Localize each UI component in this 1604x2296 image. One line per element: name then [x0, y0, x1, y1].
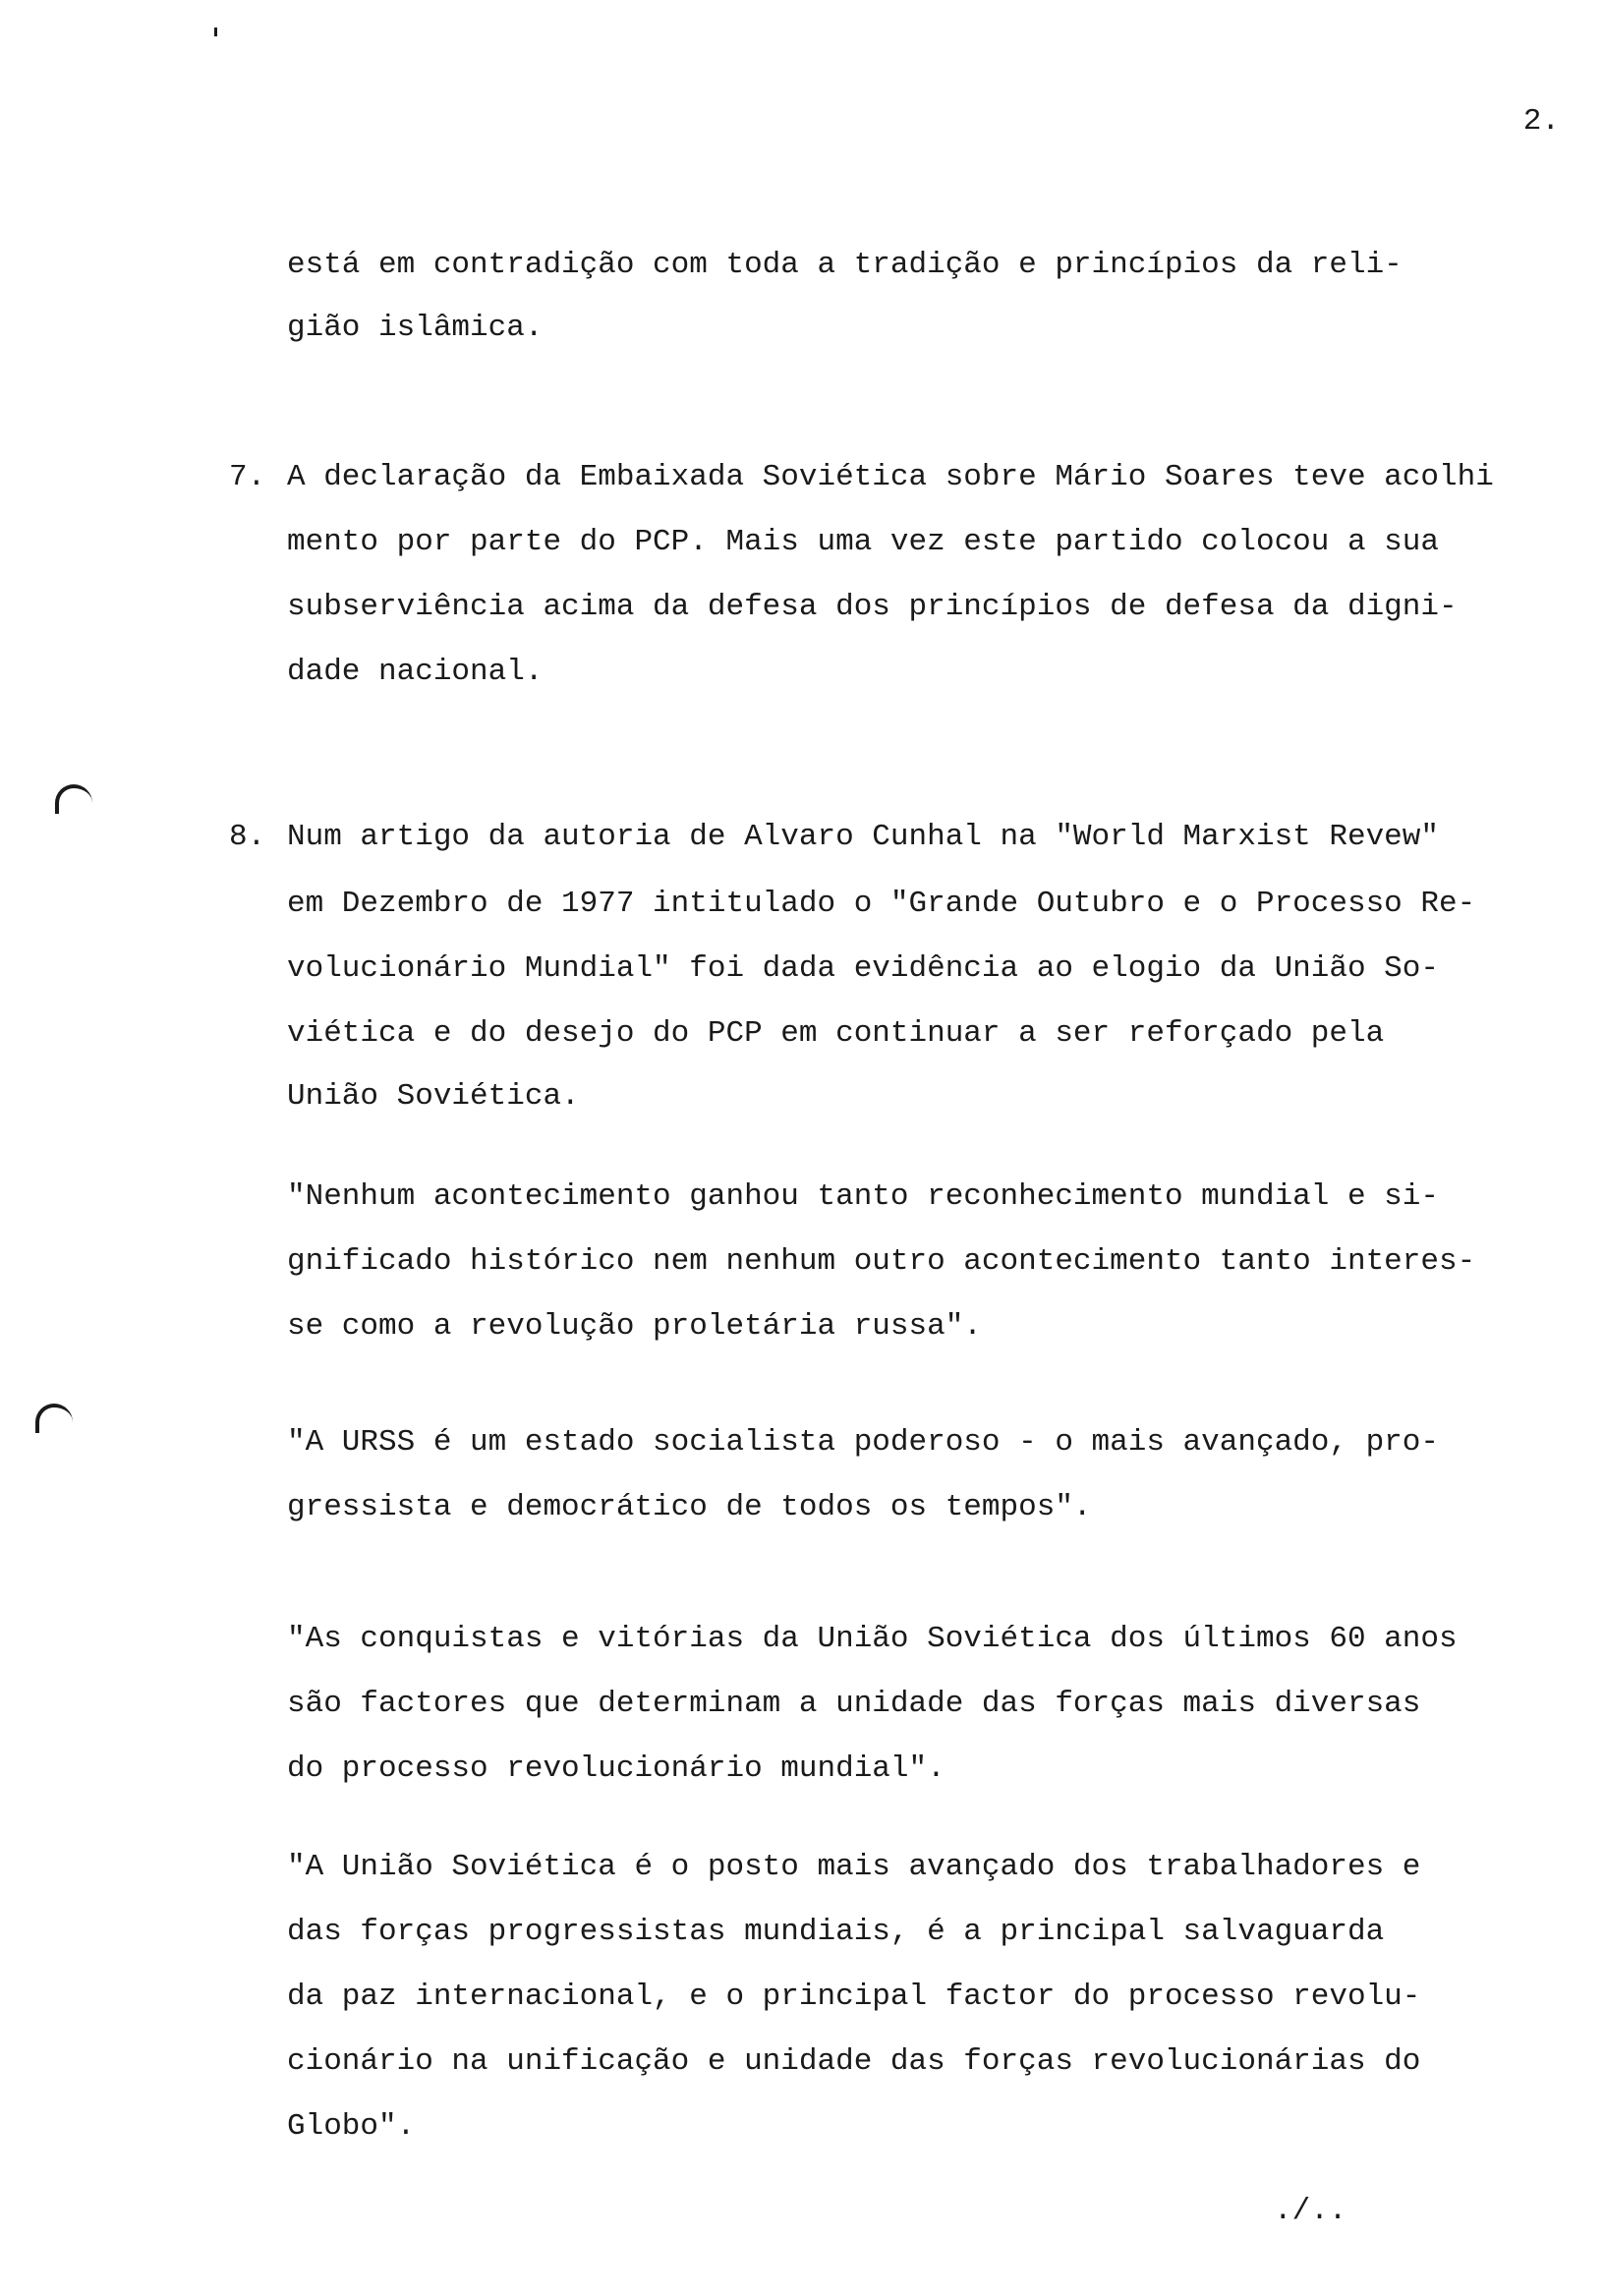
- quote-line: da paz internacional, e o principal factor do processo revolu-: [287, 1980, 1421, 2014]
- punch-hole-mark: [35, 1404, 73, 1433]
- quote-line: "Nenhum acontecimento ganhou tanto reconhecimento mundial e si-: [287, 1179, 1439, 1214]
- item-line: subserviência acima da defesa dos princípios de defesa da digni-: [287, 590, 1458, 624]
- ink-speck: [214, 28, 217, 36]
- punch-hole-mark: [55, 784, 92, 814]
- item-line: volucionário Mundial" foi dada evidência ao elogio da União So-: [287, 951, 1439, 986]
- item-number: 7.: [229, 460, 266, 494]
- quote-line: "A URSS é um estado socialista poderoso - o mais avançado, pro-: [287, 1425, 1439, 1460]
- item-line: viética e do desejo do PCP em continuar a ser reforçado pela: [287, 1016, 1385, 1051]
- item-number: 8.: [229, 820, 266, 854]
- item-line: A declaração da Embaixada Soviética sobre Mário Soares teve acolhi: [287, 460, 1494, 494]
- item-line: em Dezembro de 1977 intitulado o "Grande Outubro e o Processo Re-: [287, 887, 1476, 921]
- quote-line: gnificado histórico nem nenhum outro acontecimento tanto interes-: [287, 1244, 1476, 1279]
- quote-line: se como a revolução proletária russa".: [287, 1309, 982, 1344]
- continuation-mark: ./..: [1274, 2194, 1347, 2228]
- quote-line: Globo".: [287, 2109, 416, 2144]
- quote-line: são factores que determinam a unidade das forças mais diversas: [287, 1687, 1421, 1721]
- quote-line: do processo revolucionário mundial".: [287, 1751, 945, 1786]
- item-line: Num artigo da autoria de Alvaro Cunhal na "World Marxist Revew": [287, 820, 1439, 854]
- quote-line: "As conquistas e vitórias da União Soviética dos últimos 60 anos: [287, 1622, 1458, 1656]
- quote-line: cionário na unificação e unidade das forças revolucionárias do: [287, 2044, 1421, 2079]
- item-line: mento por parte do PCP. Mais uma vez este partido colocou a sua: [287, 525, 1439, 559]
- item-line: União Soviética.: [287, 1079, 580, 1114]
- quote-line: gressista e democrático de todos os tempos".: [287, 1490, 1092, 1524]
- item-line: dade nacional.: [287, 655, 544, 689]
- intro-line: está em contradição com toda a tradição e princípios da reli-: [287, 248, 1403, 282]
- page-number: 2.: [1522, 104, 1560, 139]
- quote-line: das forças progressistas mundiais, é a principal salvaguarda: [287, 1915, 1385, 1949]
- quote-line: "A União Soviética é o posto mais avançado dos trabalhadores e: [287, 1850, 1421, 1884]
- intro-line: gião islâmica.: [287, 311, 544, 345]
